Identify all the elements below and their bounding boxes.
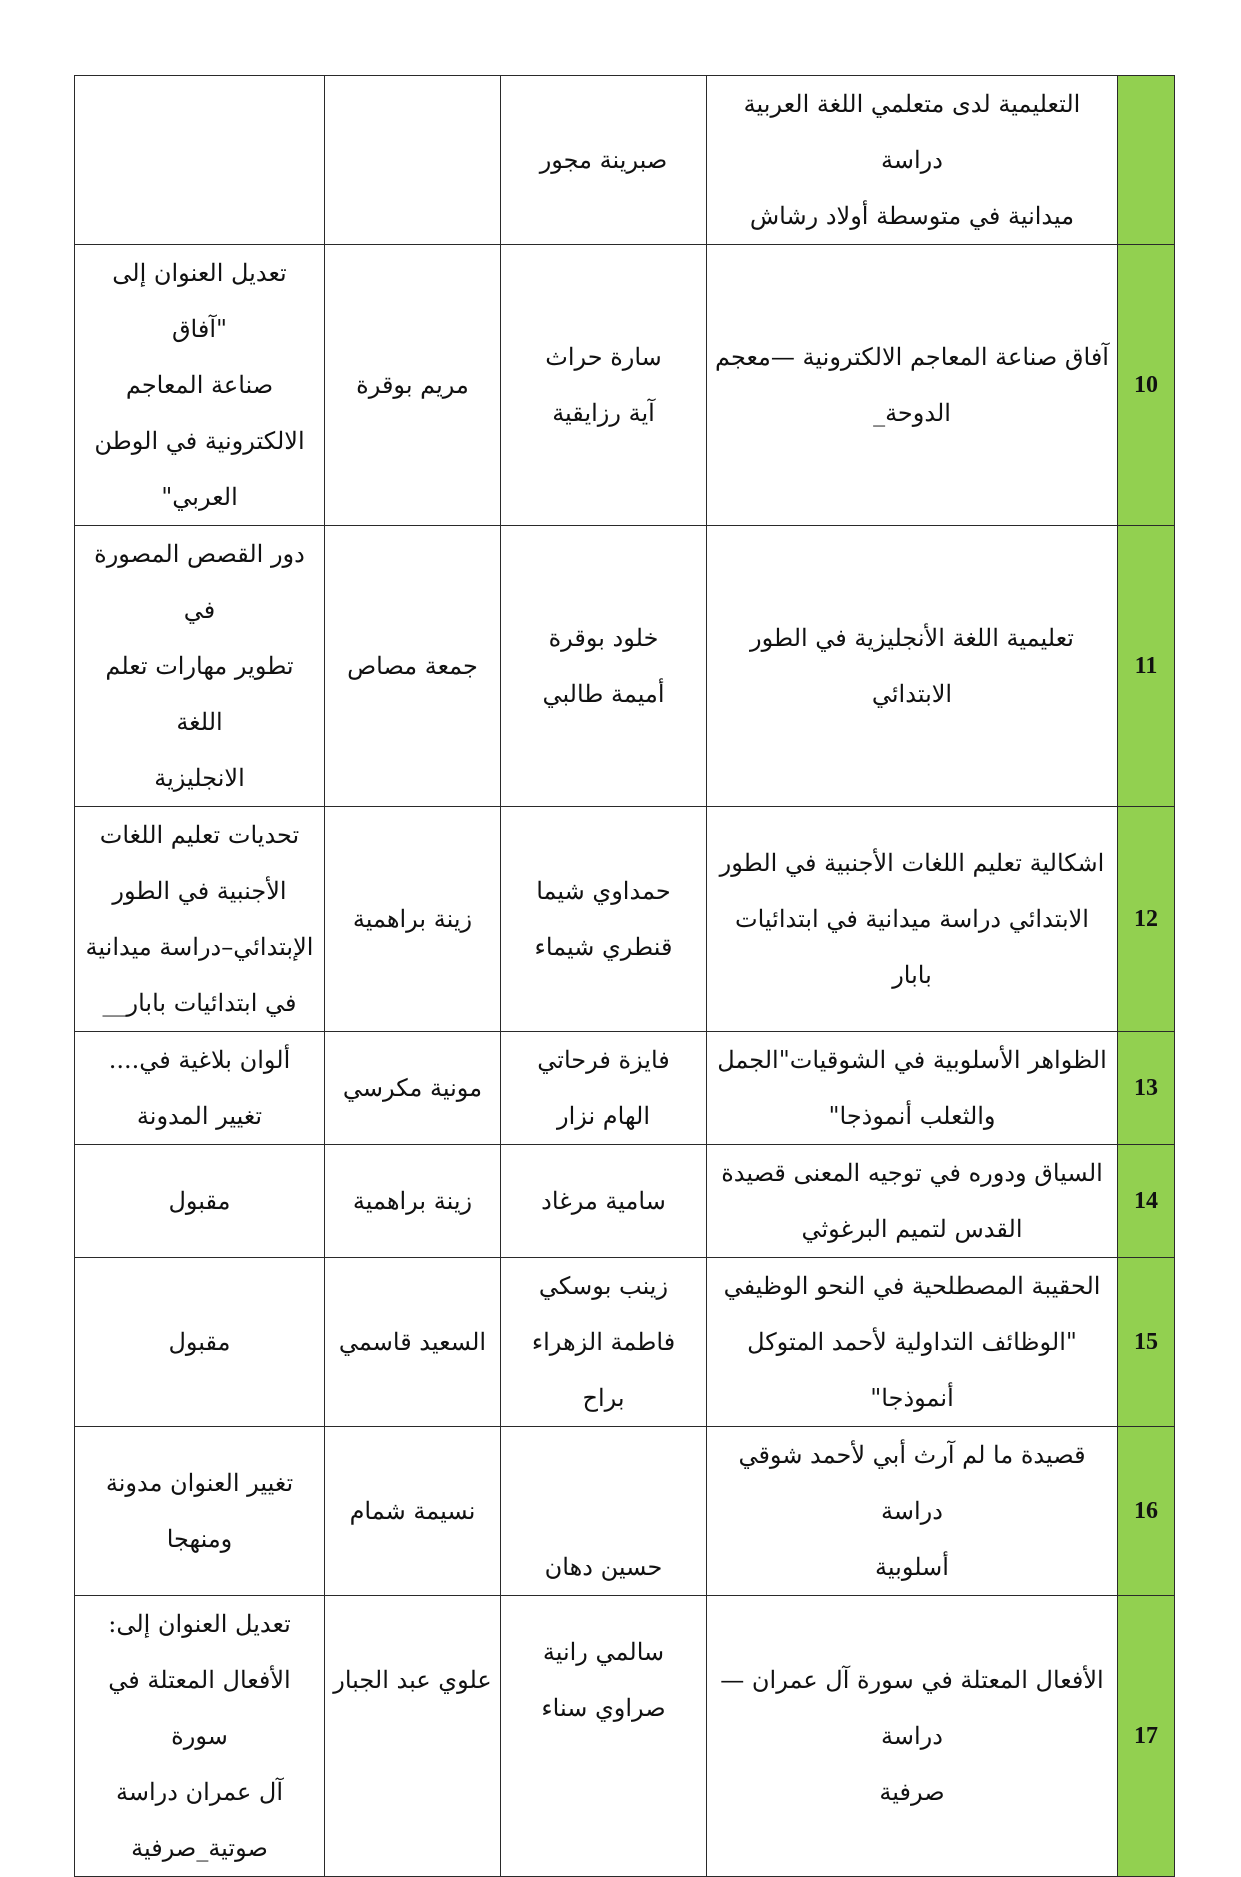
students-cell (501, 1032, 707, 1145)
row-number-cell: 16 (1118, 1427, 1175, 1596)
student-name: صراوي سناء (541, 1694, 666, 1722)
title-line: آفاق صناعة المعاجم الالكترونية —معجم (715, 343, 1109, 371)
supervisor-cell: السعيد قاسمي (325, 1258, 501, 1427)
note-line: تغيير العنوان مدونة (105, 1469, 294, 1497)
table-row (75, 807, 1175, 1032)
table-row (75, 76, 1175, 245)
students-cell (501, 1258, 707, 1427)
student-name: حسين دهان (544, 1553, 663, 1581)
student-name: سامية مرغاد (541, 1187, 666, 1215)
supervisor-cell: زينة براهمية (325, 807, 501, 1032)
projects-table (74, 75, 1175, 1877)
students-cell (501, 76, 707, 245)
table-row (75, 1427, 1175, 1596)
title-line: أسلوبية (875, 1553, 949, 1581)
students-cell (501, 245, 707, 526)
student-name: أميمة طالبي (542, 680, 665, 708)
row-number-cell: 10 (1118, 245, 1175, 526)
students-cell (501, 1427, 707, 1596)
student-name: سارة حراث (545, 343, 662, 371)
note-line: العربي" (161, 483, 238, 511)
title-line: الأفعال المعتلة في سورة آل عمران —دراسة (720, 1666, 1104, 1750)
note-line: مقبول (168, 1187, 231, 1215)
table-row (75, 1145, 1175, 1258)
title-cell (707, 807, 1118, 1032)
title-line: "الوظائف التداولية لأحمد المتوكل أنموذجا" (747, 1328, 1077, 1412)
row-number-cell: 12 (1118, 807, 1175, 1032)
title-line: تعليمية اللغة الأنجليزية في الطور الابتدائي (750, 624, 1074, 708)
title-line: قصيدة ما لم آرث أبي لأحمد شوقي دراسة (738, 1441, 1086, 1525)
note-cell (75, 526, 325, 807)
note-line: تعديل العنوان إلى "آفاق (112, 259, 287, 343)
table-row (75, 1258, 1175, 1427)
students-cell (501, 807, 707, 1032)
note-line: دور القصص المصورة في (94, 540, 305, 624)
table-row (75, 1032, 1175, 1145)
row-number-cell: 13 (1118, 1032, 1175, 1145)
student-name: حمداوي شيما (536, 877, 671, 905)
note-line: مقبول (168, 1328, 231, 1356)
student-name: قنطري شيماء (534, 933, 673, 961)
note-line: صوتية_صرفية (131, 1834, 268, 1862)
note-line: تغيير المدونة (136, 1102, 263, 1130)
title-cell (707, 1032, 1118, 1145)
students-cell (501, 526, 707, 807)
table-row (75, 526, 1175, 807)
note-cell (75, 1258, 325, 1427)
title-line: والثعلب أنموذجا" (828, 1102, 996, 1130)
table-row (75, 245, 1175, 526)
note-line: تعديل العنوان إلى: (108, 1610, 291, 1638)
note-cell (75, 1427, 325, 1596)
supervisor-cell: مونية مكرسي (325, 1032, 501, 1145)
row-number-cell: 17 (1118, 1596, 1175, 1877)
note-line: في ابتدائيات بابار__ (102, 989, 297, 1017)
note-line: الإبتدائي–دراسة ميدانية (85, 933, 314, 961)
student-name: خلود بوقرة (548, 624, 659, 652)
supervisor-cell (325, 76, 501, 245)
title-cell (707, 1596, 1118, 1877)
supervisor-cell: مريم بوقرة (325, 245, 501, 526)
row-number-cell: 15 (1118, 1258, 1175, 1427)
note-line: تطوير مهارات تعلم اللغة (105, 652, 294, 736)
title-line: ميدانية في متوسطة أولاد رشاش (749, 202, 1075, 230)
title-line: اشكالية تعليم اللغات الأجنبية في الطور (719, 849, 1105, 877)
supervisor-cell: علوي عبد الجبار (325, 1596, 501, 1877)
note-cell (75, 1145, 325, 1258)
note-line: الالكترونية في الوطن (94, 427, 305, 455)
title-line: الدوحة_ (873, 399, 951, 427)
note-line: الانجليزية (154, 764, 245, 792)
note-line: ألوان بلاغية في.... (108, 1046, 291, 1074)
title-cell (707, 526, 1118, 807)
row-number-cell: 11 (1118, 526, 1175, 807)
student-name: الهام نزار (556, 1102, 651, 1130)
title-line: الحقيبة المصطلحية في النحو الوظيفي (723, 1272, 1101, 1300)
supervisor-cell: نسيمة شمام (325, 1427, 501, 1596)
student-name: فايزة فرحاتي (537, 1046, 670, 1074)
title-line: الابتدائي دراسة ميدانية في ابتدائيات بابار (735, 905, 1089, 989)
student-name: صبرينة مجور (539, 146, 668, 174)
title-line: السياق ودوره في توجيه المعنى قصيدة (721, 1159, 1103, 1187)
note-cell (75, 807, 325, 1032)
row-number-cell (1118, 76, 1175, 245)
note-cell (75, 1596, 325, 1877)
note-line: الأفعال المعتلة في سورة (108, 1666, 291, 1750)
row-number-cell: 14 (1118, 1145, 1175, 1258)
title-cell (707, 1427, 1118, 1596)
supervisor-cell: زينة براهمية (325, 1145, 501, 1258)
title-line: القدس لتميم البرغوثي (801, 1215, 1023, 1243)
student-name: آية رزايقية (552, 399, 655, 427)
student-name: زينب بوسكي (538, 1272, 669, 1300)
title-cell (707, 245, 1118, 526)
student-name: سالمي رانية (542, 1638, 665, 1666)
note-cell (75, 245, 325, 526)
note-cell (75, 76, 325, 245)
title-cell (707, 1258, 1118, 1427)
student-name: فاطمة الزهراء براح (531, 1328, 676, 1412)
note-line: ومنهجا (166, 1525, 233, 1553)
note-line: آل عمران دراسة (115, 1778, 283, 1806)
title-cell (707, 76, 1118, 245)
title-line: صرفية (879, 1778, 945, 1806)
note-line: صناعة المعاجم (125, 371, 274, 399)
students-cell (501, 1145, 707, 1258)
table-row (75, 1596, 1175, 1877)
students-cell (501, 1596, 707, 1877)
note-line: الأجنبية في الطور (112, 877, 287, 905)
title-line: الظواهر الأسلوبية في الشوقيات"الجمل (717, 1046, 1107, 1074)
supervisor-cell: جمعة مصاص (325, 526, 501, 807)
title-line: التعليمية لدى متعلمي اللغة العربية دراسة (743, 90, 1081, 174)
note-cell (75, 1032, 325, 1145)
note-line: تحديات تعليم اللغات (99, 821, 300, 849)
title-cell (707, 1145, 1118, 1258)
